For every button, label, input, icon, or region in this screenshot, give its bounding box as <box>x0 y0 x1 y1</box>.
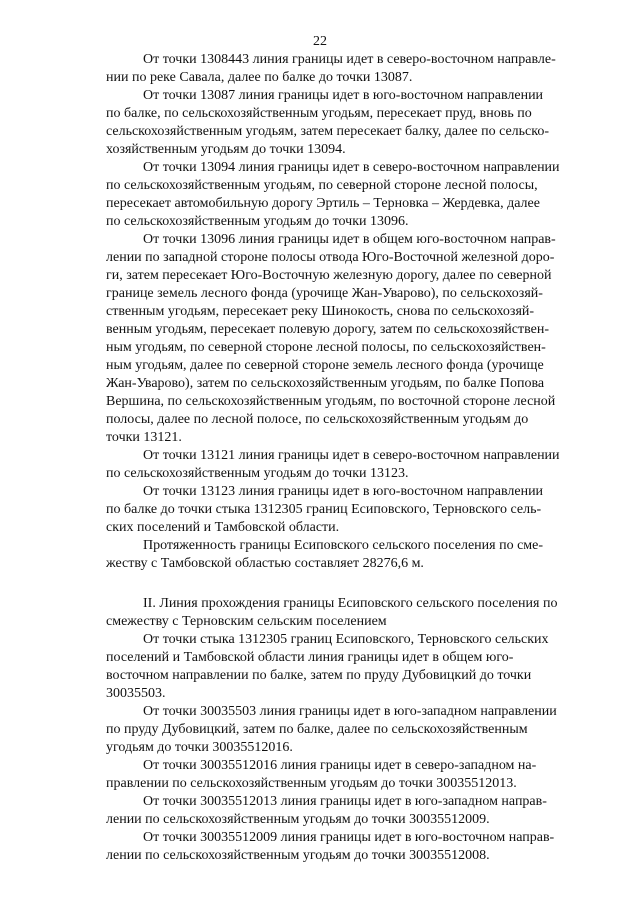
text-line: по сельскохозяйственным угодьям, по северной стороне лесной полосы, <box>106 178 538 193</box>
text-line: по пруду Дубовицкий, затем по балке, далее по сельскохозяйственным <box>106 722 528 737</box>
text-line: ным угодьям, по северной стороне лесной полосы, по сельскохозяйствен- <box>106 340 546 355</box>
text-line: границе земель лесного фонда (урочище Жан-Уварово), по сельскохозяй- <box>106 286 543 301</box>
paragraph <box>106 231 588 447</box>
text-line: От точки 1308443 линия границы идет в северо-восточном направле- <box>143 52 556 67</box>
text-line: по балке, по сельскохозяйственным угодьям, пересекает пруд, вновь по <box>106 106 532 121</box>
paragraph <box>106 537 588 573</box>
text-line: угодьям до точки 30035512016. <box>106 740 293 755</box>
text-line: полосы, далее по лесной полосе, по сельскохозяйственным угодьям до <box>106 412 529 427</box>
heading-line: смежеству с Терновским сельским поселением <box>106 614 387 629</box>
text-line: по сельскохозяйственным угодьям до точки 13096. <box>106 214 409 229</box>
paragraph <box>106 631 588 703</box>
paragraph <box>106 757 588 793</box>
text-line: правлении по сельскохозяйственным угодьям до точки 30035512013. <box>106 776 517 791</box>
text-line: по сельскохозяйственным угодьям до точки 13123. <box>106 466 409 481</box>
page-number: 22 <box>313 34 327 49</box>
text-line: От точки 13094 линия границы идет в северо-восточном направлении <box>143 160 560 175</box>
text-line: 30035503. <box>106 686 166 701</box>
text-line: восточном направлении по балке, затем по пруду Дубовицкий до точки <box>106 668 532 683</box>
text-line: нии по реке Савала, далее по балке до точки 13087. <box>106 70 413 85</box>
text-line: сельскохозяйственным угодьям, затем пересекает балку, далее по сельско- <box>106 124 550 139</box>
text-line: От точки 30035512009 линия границы идет в юго-восточном направ- <box>143 830 555 845</box>
paragraph <box>106 447 588 483</box>
text-line: От точки 13096 линия границы идет в общем юго-восточном направ- <box>143 232 556 247</box>
paragraph <box>106 51 588 87</box>
text-line: точки 13121. <box>106 430 182 445</box>
text-line: хозяйственным угодьям до точки 13094. <box>106 142 346 157</box>
paragraph <box>106 159 588 231</box>
text-line: ги, затем пересекает Юго-Восточную железную дорогу, далее по северной <box>106 268 552 283</box>
text-line: ным угодьям, далее по северной стороне земель лесного фонда (урочище <box>106 358 544 373</box>
section-spacer <box>106 573 588 595</box>
paragraph <box>106 87 588 159</box>
text-line: лении по западной стороне полосы отвода Юго-Восточной железной доро- <box>106 250 555 265</box>
text-line: От точки 30035512016 линия границы идет в северо-западном на- <box>143 758 537 773</box>
paragraph <box>106 793 588 829</box>
paragraph <box>106 829 588 865</box>
text-line: От точки 13123 линия границы идет в юго-восточном направлении <box>143 484 544 499</box>
text-line: Вершина, по сельскохозяйственным угодьям, по восточной стороне лесной <box>106 394 556 409</box>
document-body <box>106 51 588 865</box>
text-line: лении по сельскохозяйственным угодьям до точки 30035512008. <box>106 848 490 863</box>
section-heading <box>106 595 588 631</box>
text-line: От точки 30035503 линия границы идет в юго-западном направлении <box>143 704 557 719</box>
paragraph <box>106 703 588 757</box>
text-line: ских поселений и Тамбовской области. <box>106 520 340 535</box>
text-line: ственным угодьям, пересекает реку Шинокость, снова по сельскохозяй- <box>106 304 535 319</box>
paragraph <box>106 483 588 537</box>
text-line: лении по сельскохозяйственным угодьям до точки 30035512009. <box>106 812 490 827</box>
text-line: Жан-Уварово), затем по сельскохозяйственным угодьям, по балке Попова <box>106 376 545 391</box>
text-line: От точки 13121 линия границы идет в северо-восточном направлении <box>143 448 560 463</box>
text-line: От точки стыка 1312305 границ Есиповского, Терновского сельских <box>143 632 549 647</box>
text-line: пересекает автомобильную дорогу Эртиль – Терновка – Жердевка, далее <box>106 196 540 211</box>
text-line: венным угодьям, пересекает полевую дорогу, затем по сельскохозяйствен- <box>106 322 550 337</box>
text-line: жеству с Тамбовской областью составляет 28276,6 м. <box>106 556 424 571</box>
text-line: поселений и Тамбовской области линия границы идет в общем юго- <box>106 650 514 665</box>
heading-line: II. Линия прохождения границы Есиповского сельского поселения по <box>143 596 558 611</box>
text-line: От точки 30035512013 линия границы идет в юго-западном направ- <box>143 794 547 809</box>
text-line: по балке до точки стыка 1312305 границ Есиповского, Терновского сель- <box>106 502 542 517</box>
text-line: Протяженность границы Есиповского сельского поселения по сме- <box>143 538 544 553</box>
text-line: От точки 13087 линия границы идет в юго-восточном направлении <box>143 88 544 103</box>
